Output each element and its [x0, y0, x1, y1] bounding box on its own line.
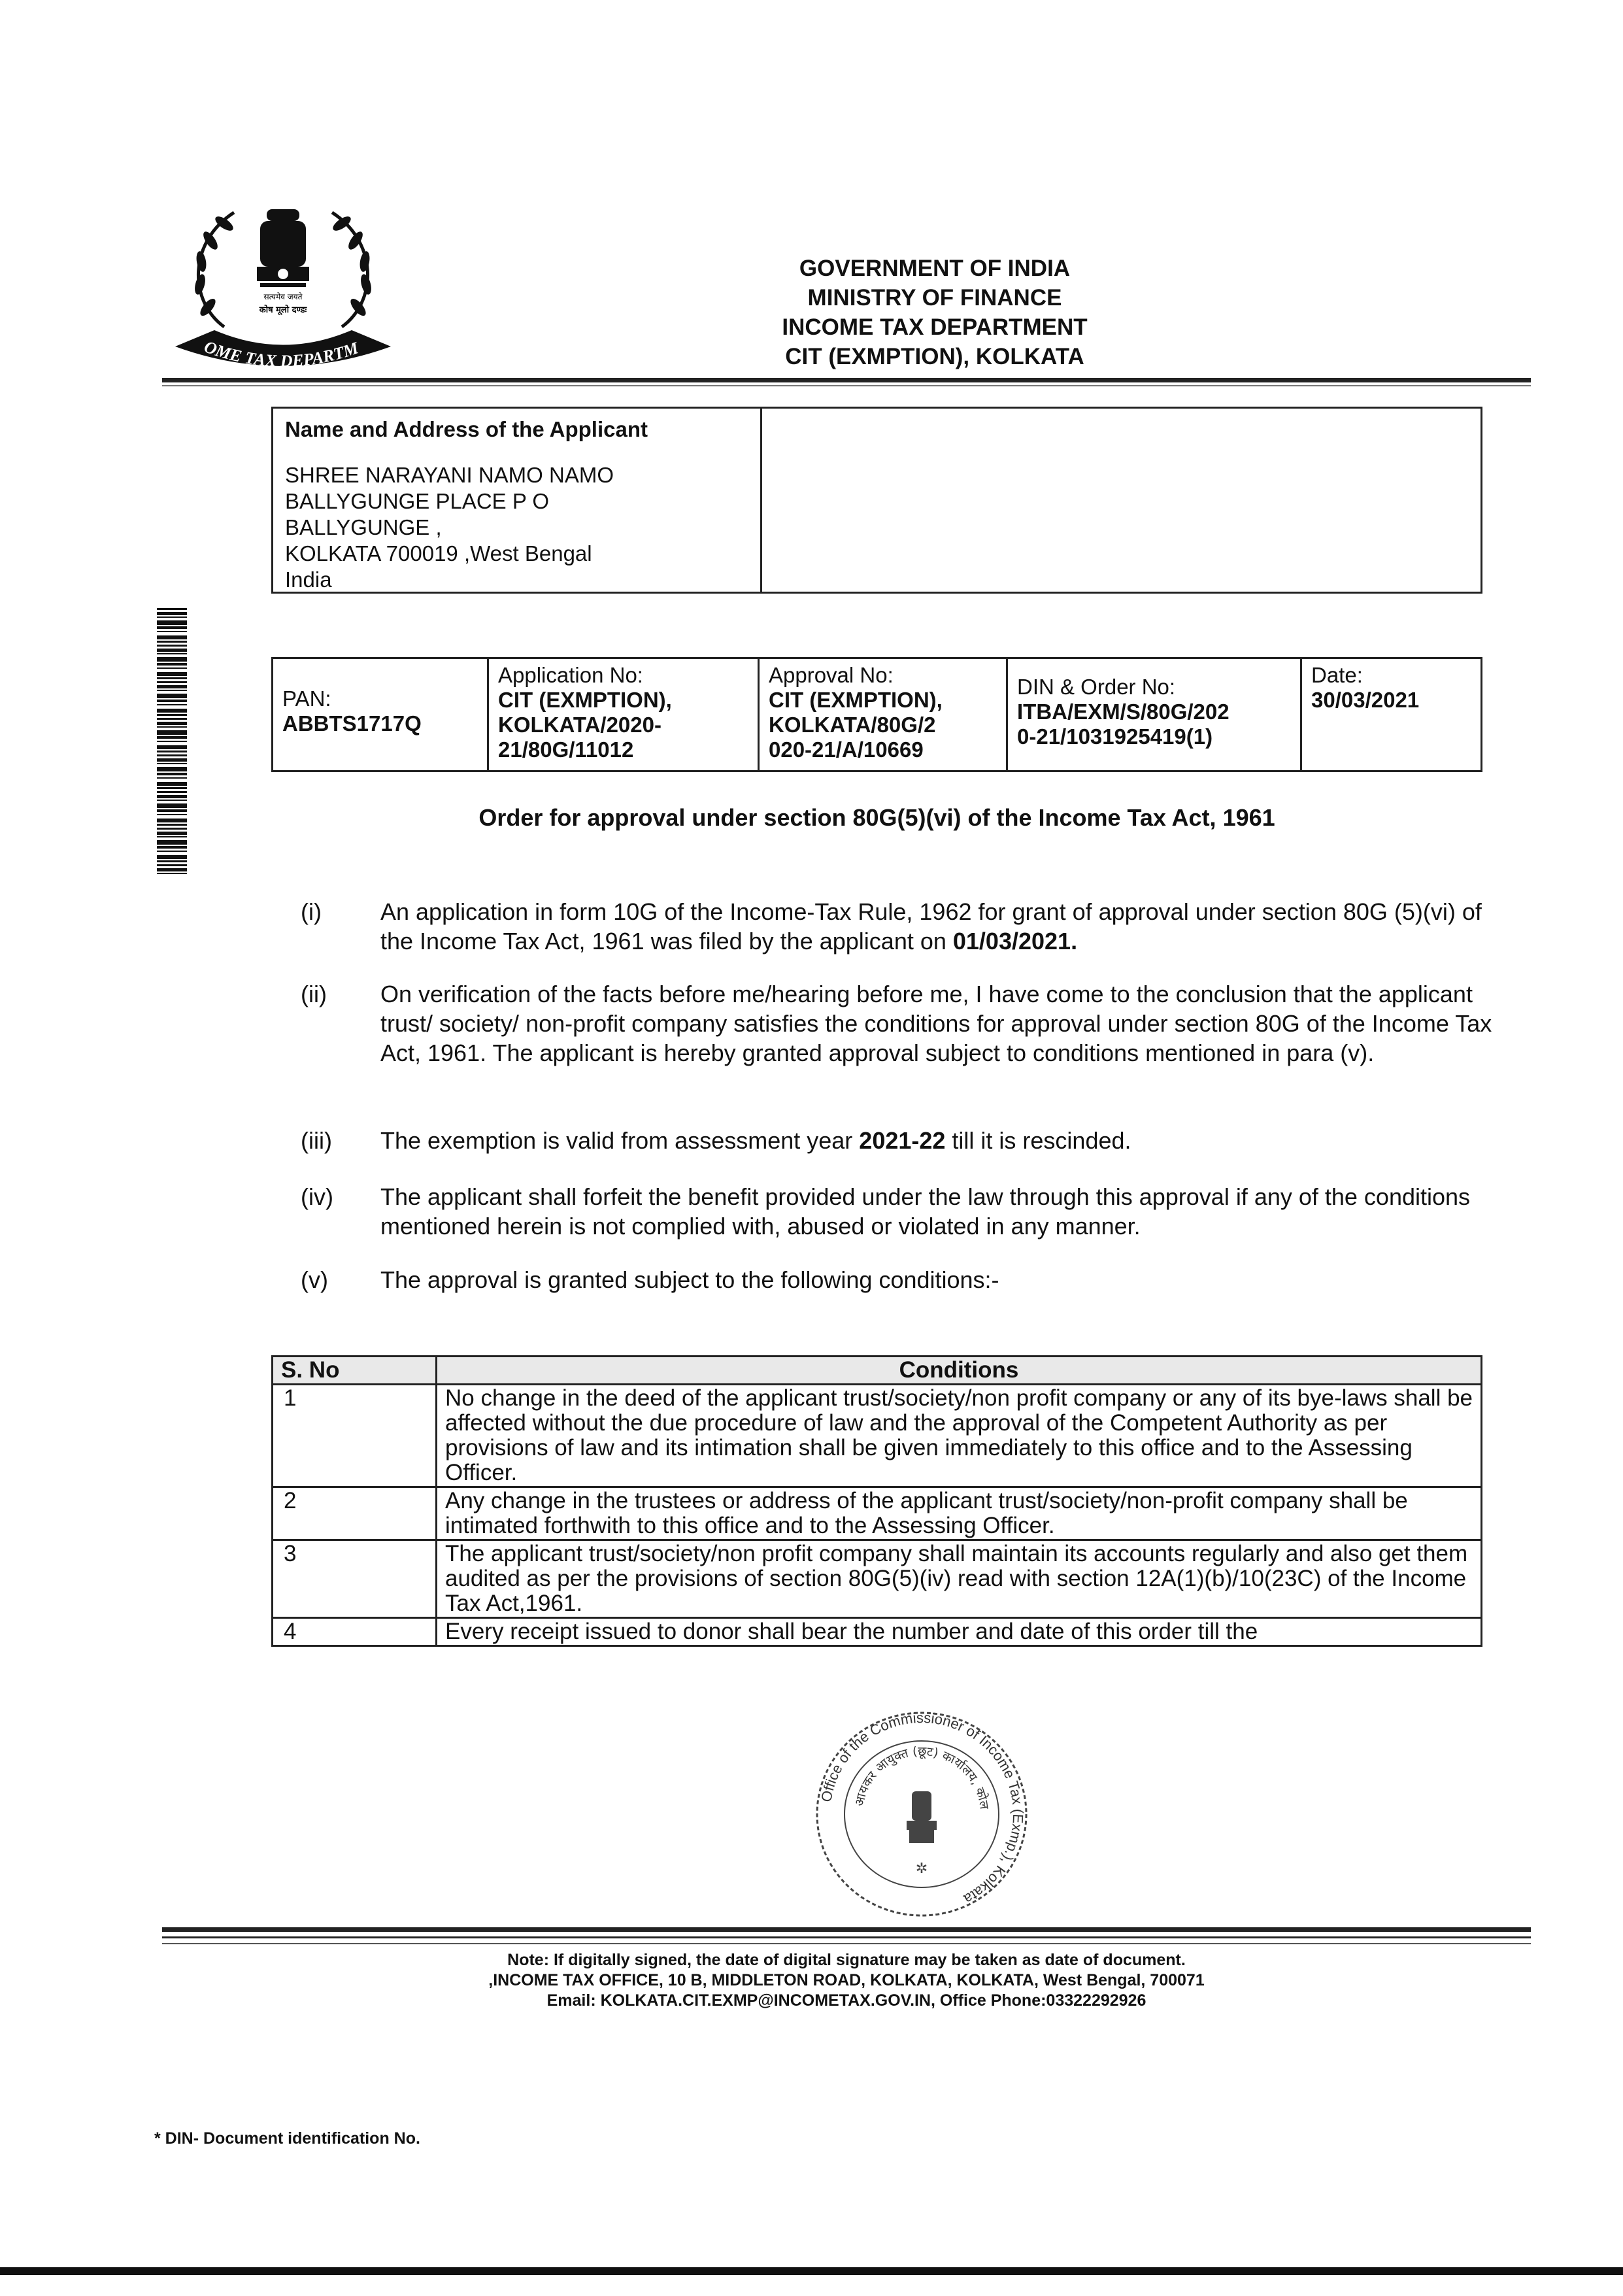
conditions-header: Conditions: [437, 1357, 1482, 1385]
barcode-bar: [157, 657, 187, 662]
barcode-bar: [157, 722, 187, 725]
pan-value: ABBTS1717Q: [282, 711, 422, 735]
heading-line-2: MINISTRY OF FINANCE: [807, 285, 1062, 311]
barcode-bar: [157, 754, 187, 756]
svg-text:सत्यमेव जयते: सत्यमेव जयते: [263, 292, 303, 301]
barcode-bar: [157, 758, 187, 762]
pan-cell: [273, 659, 489, 770]
barcode-bar: [157, 864, 187, 866]
svg-text:कोष मूलो दण्डः: कोष मूलो दण्डः: [259, 305, 307, 315]
barcode-bar: [157, 685, 187, 688]
barcode-bar: [157, 667, 187, 669]
paragraph-iii: [301, 1126, 1510, 1158]
date-cell: [1302, 659, 1481, 770]
footer-rule: [162, 1936, 1531, 1938]
paragraph-text: On verification of the facts before me/hearing before me, I have come to the conclusion that the applicant trust/ society/ non-profit company satisfies the conditions for approval under section 80G of the Income Tax Act, 1961. The applicant is hereby granted approval subject to conditions mentioned in para (v).: [380, 981, 1492, 1066]
order-info-table: [271, 657, 1482, 772]
conditions-table: [271, 1355, 1482, 1647]
barcode-bar: [157, 832, 187, 835]
din-value: ITBA/EXM/S/80G/202 0-21/1031925419(1): [1017, 700, 1230, 749]
table-row: [273, 1618, 1482, 1646]
table-row: [273, 1540, 1482, 1618]
sno-cell: 4: [273, 1618, 437, 1646]
barcode-bar: [157, 809, 187, 812]
conditions-header-row: [273, 1357, 1482, 1385]
paragraph-number: (iv): [301, 1183, 333, 1210]
condition-cell: Any change in the trustees or address of the applicant trust/society/non-profit company shall be intimated forthwith to this office and to the Assessing Officer.: [437, 1487, 1482, 1540]
barcode-bar: [157, 626, 187, 629]
barcode-bar: [157, 751, 187, 752]
barcode-bar: [157, 653, 187, 654]
barcode-bar: [157, 736, 187, 739]
barcode-bar: [157, 803, 187, 808]
barcode-bar: [157, 814, 187, 815]
table-row: [273, 1487, 1482, 1540]
barcode-bar: [157, 851, 187, 852]
paragraph-number: (i): [301, 898, 322, 925]
barcode-bar: [157, 773, 187, 775]
paragraph-text: An application in form 10G of the Income-Tax Rule, 1962 for grant of approval under section 80G (5)(vi) of the Income Tax Act, 1961 was filed by the applicant on 01/03/2021.: [380, 898, 1482, 954]
date-value: 30/03/2021: [1311, 688, 1420, 712]
barcode-bar: [157, 836, 187, 837]
barcode-bar: [157, 819, 187, 822]
pan-label: PAN:: [282, 686, 331, 711]
barcode-bar: [157, 846, 187, 849]
din-label: DIN & Order No:: [1017, 675, 1176, 699]
approval-label: Approval No:: [769, 663, 894, 687]
barcode-bar: [157, 663, 187, 666]
application-cell: [489, 659, 760, 770]
barcode-bar: [157, 631, 187, 632]
sno-cell: 1: [273, 1385, 437, 1487]
date-label: Date:: [1311, 663, 1363, 687]
order-title: Order for approval under section 80G(5)(vi) of the Income Tax Act, 1961: [478, 804, 1275, 831]
barcode-bar: [157, 616, 187, 618]
applicant-line: BALLYGUNGE ,: [285, 515, 442, 539]
din-footnote: * DIN- Document identification No.: [154, 2129, 420, 2148]
table-row: [273, 1385, 1482, 1487]
condition-cell: No change in the deed of the applicant trust/society/non profit company or any of its bye-laws shall be affected without the due procedure of law and the approval of the Competent Authority as per provisions of law and its intimation shall be given immediately to this office and to the Assessing Officer.: [437, 1385, 1482, 1487]
applicant-line: India: [285, 567, 332, 592]
barcode-bar: [157, 700, 187, 702]
barcode-bar: [157, 612, 187, 615]
svg-text:आयकर आयुक्त (छूट) कार्यालय, को: आयकर आयुक्त (छूट) कार्यालय, कोल: [852, 1744, 992, 1810]
applicant-right-empty-cell: [762, 409, 1481, 592]
barcode-bar: [157, 677, 187, 679]
barcode-bar: [157, 824, 187, 826]
paragraph-number: (v): [301, 1266, 328, 1293]
department-heading: [673, 254, 1196, 371]
applicant-box: [271, 407, 1482, 594]
barcode-bar: [157, 635, 187, 639]
paragraph-ii: [301, 979, 1510, 1104]
header-rule: [162, 378, 1531, 382]
barcode-bar: [157, 690, 187, 691]
heading-line-1: GOVERNMENT OF INDIA: [799, 256, 1071, 281]
footer: [162, 1950, 1531, 2011]
barcode-bar: [157, 718, 187, 720]
barcode: [157, 608, 187, 876]
paragraph-iv: [301, 1182, 1510, 1244]
barcode-bar: [157, 795, 187, 798]
svg-text:Office of the Commissioner of: Office of the Commissioner of Income Tax (Exmp.), Kolkata: [818, 1709, 1027, 1908]
paragraph-i: [301, 897, 1510, 959]
footer-rule: [162, 1927, 1531, 1932]
heading-line-3: INCOME TAX DEPARTMENT: [782, 314, 1088, 340]
approval-value: CIT (EXMPTION), KOLKATA/80G/2 020-21/A/10669: [769, 688, 943, 762]
din-cell: [1008, 659, 1302, 770]
barcode-bar: [157, 681, 187, 683]
barcode-bar: [157, 641, 187, 643]
applicant-heading: Name and Address of the Applicant: [285, 417, 648, 441]
office-seal: [801, 1706, 1043, 1922]
barcode-bar: [157, 860, 187, 862]
sno-cell: 2: [273, 1487, 437, 1540]
barcode-bar: [157, 649, 187, 652]
income-tax-department-logo: [162, 196, 404, 373]
footer-note: Note: If digitally signed, the date of digital signature may be taken as date of document.: [507, 1951, 1186, 1969]
applicant-line: SHREE NARAYANI NAMO NAMO: [285, 463, 614, 487]
barcode-bar: [157, 714, 187, 716]
application-value: CIT (EXMPTION), KOLKATA/2020- 21/80G/11012: [498, 688, 672, 762]
barcode-bar: [157, 800, 187, 801]
applicant-details: [273, 409, 762, 592]
paragraph-number: (iii): [301, 1127, 332, 1154]
barcode-bar: [157, 608, 187, 610]
footer-rule: [162, 1943, 1531, 1944]
svg-text:✲: ✲: [915, 1860, 928, 1876]
barcode-bar: [157, 694, 187, 698]
condition-cell: The applicant trust/society/non profit company shall maintain its accounts regularly and also get them audited as per the provisions of section 80G(5)(iv) read with section 12A(1)(b)/10(23C) of the Income Tax Act,1961.: [437, 1540, 1482, 1618]
barcode-bar: [157, 787, 187, 789]
barcode-bar: [157, 868, 187, 871]
barcode-bar: [157, 763, 187, 764]
paragraph-text: The approval is granted subject to the following conditions:-: [380, 1266, 999, 1293]
barcode-bar: [157, 745, 187, 749]
barcode-bar: [157, 782, 187, 786]
barcode-bar: [157, 777, 187, 779]
barcode-bar: [157, 873, 187, 874]
barcode-bar: [157, 620, 187, 625]
barcode-bar: [157, 704, 187, 705]
barcode-bar: [157, 730, 187, 735]
paragraph-text: The applicant shall forfeit the benefit provided under the law through this approval if any of the conditions mentioned herein is not complied with, abused or violated in any manner.: [380, 1183, 1471, 1240]
barcode-bar: [157, 672, 187, 676]
sno-cell: 3: [273, 1540, 437, 1618]
paragraph-number: (ii): [301, 981, 327, 1007]
header-rule-thin: [162, 385, 1531, 386]
barcode-bar: [157, 828, 187, 830]
application-label: Application No:: [498, 663, 643, 687]
sno-header: S. No: [273, 1357, 437, 1385]
scan-edge-bar: [0, 2267, 1623, 2275]
applicant-line: KOLKATA 700019 ,West Bengal: [285, 541, 592, 566]
approval-cell: [760, 659, 1008, 770]
heading-line-4: CIT (EXMPTION), KOLKATA: [785, 344, 1084, 369]
applicant-line: BALLYGUNGE PLACE P O: [285, 489, 550, 513]
footer-contact: Email: KOLKATA.CIT.EXMP@INCOMETAX.GOV.IN, Office Phone:03322292926: [546, 1991, 1146, 2010]
paragraph-text: The exemption is valid from assessment year 2021-22 till it is rescinded.: [380, 1127, 1131, 1154]
footer-address: ,INCOME TAX OFFICE, 10 B, MIDDLETON ROAD, KOLKATA, KOLKATA, West Bengal, 700071: [488, 1971, 1205, 1989]
barcode-bar: [157, 855, 187, 859]
applicant-address: [285, 462, 748, 593]
barcode-bar: [157, 726, 187, 728]
barcode-bar: [157, 645, 187, 647]
barcode-bar: [157, 767, 187, 771]
barcode-bar: [157, 709, 187, 713]
paragraph-v: [301, 1265, 1510, 1298]
svg-text:INCOME TAX DEPARTMENT: OME TAX DEPARTM: [201, 337, 361, 371]
barcode-bar: [157, 840, 187, 845]
barcode-bar: [157, 741, 187, 742]
condition-cell: Every receipt issued to donor shall bear the number and date of this order till the: [437, 1618, 1482, 1646]
barcode-bar: [157, 791, 187, 793]
